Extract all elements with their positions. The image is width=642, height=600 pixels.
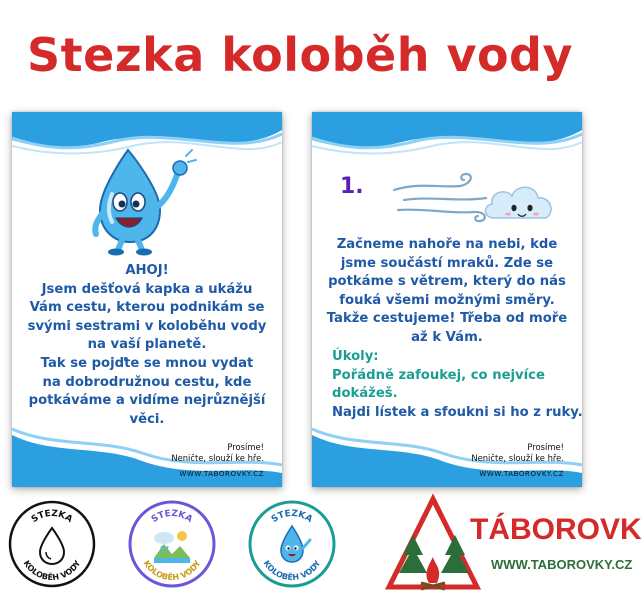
wind-cloud-icon	[390, 168, 560, 226]
text-line: Tak se pojďte se mnou vydat	[40, 355, 254, 371]
footer-url: WWW.TABOROVKY.CZ	[479, 470, 564, 478]
step-text	[326, 236, 568, 348]
logo-name: TÁBOROVK	[470, 513, 642, 546]
footer-line: Prosíme!	[527, 442, 564, 452]
waving-water-drop-icon	[88, 144, 198, 256]
badge-drop-outline	[8, 500, 96, 588]
text-line: potkáme s větrem, který do nás	[328, 274, 566, 290]
text-line: svými sestrami v koloběhu vody	[27, 318, 267, 334]
badge-water-cycle	[128, 500, 216, 588]
top-wave-decoration	[312, 112, 582, 174]
task-item: Najdi lístek a sfoukni si ho z ruky.	[332, 404, 583, 420]
page-title: Stezka koloběh vody	[27, 28, 573, 82]
text-line: fouká všemi možnými směry.	[339, 292, 555, 308]
footer-url: WWW.TABOROVKY.CZ	[179, 470, 264, 478]
task-item: dokážeš.	[332, 386, 398, 402]
task-item: Pořádně zafoukej, co nejvíce	[332, 367, 545, 383]
step-number: 1.	[340, 174, 364, 199]
text-line: Jsem dešťová kapka a ukážu	[41, 281, 253, 297]
text-line: až k Vám.	[411, 329, 483, 345]
text-line: AHOJ!	[125, 263, 169, 278]
badge-top-text: STEZKA	[149, 508, 195, 525]
taborovky-logo	[385, 495, 642, 600]
badge-top-text: STEZKA	[269, 508, 315, 525]
text-line: Začneme nahoře na nebi, kde	[336, 237, 558, 252]
footer-line: Neničte, slouží ke hře.	[171, 453, 264, 463]
text-line: na dobrodružnou cestu, kde	[42, 374, 252, 390]
badge-bottom-text: KOLOBĚH VODY	[141, 558, 203, 583]
task-list	[332, 348, 583, 422]
text-line: věci.	[129, 411, 165, 427]
text-line: na vaší planetě.	[87, 337, 207, 353]
logo-url: WWW.TABOROVKY.CZ	[491, 557, 633, 572]
intro-text	[26, 262, 268, 429]
footer-line: Neničte, slouží ke hře.	[471, 453, 564, 463]
step-card	[312, 112, 582, 487]
intro-card	[12, 112, 282, 487]
badge-bottom-text: KOLOBĚH VODY	[21, 558, 83, 583]
text-line: Vám cestu, kterou podnikám se	[29, 300, 265, 316]
badge-top-text: STEZKA	[29, 508, 75, 525]
text-line: potkáváme a vidíme nejrůznější	[28, 393, 266, 409]
footer-line: Prosíme!	[227, 442, 264, 452]
tasks-heading: Úkoly:	[332, 349, 379, 364]
text-line: jsme součástí mraků. Zde se	[340, 255, 554, 271]
tent-fire-trees-icon	[385, 495, 481, 600]
badge-cartoon-drop	[248, 500, 336, 588]
card-footer	[384, 442, 564, 480]
badge-bottom-text: KOLOBĚH VODY	[261, 558, 323, 583]
card-footer	[84, 442, 264, 480]
text-line: Takže cestujeme! Třeba od moře	[326, 311, 568, 327]
